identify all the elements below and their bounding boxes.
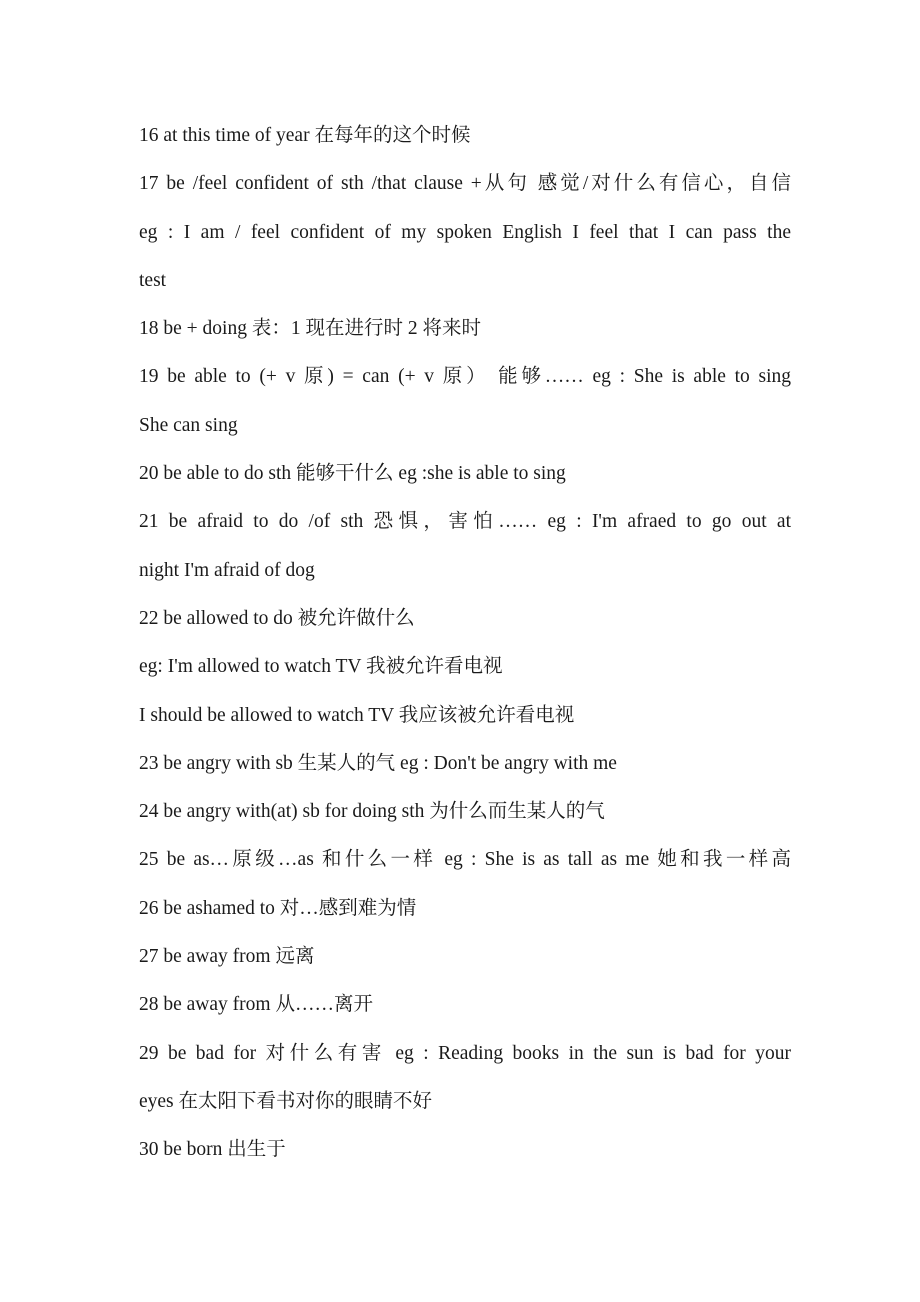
text-line-29-cont: eyes 在太阳下看书对你的眼睛不好 [139,1090,433,1112]
text-line-25: 25 be as…原级…as 和什么一样 eg : She is as tall as me 她和我一样高 [139,849,791,871]
text-line-23: 23 be angry with sb 生某人的气 eg : Don't be angry with me [139,752,617,774]
text-line-26: 26 be ashamed to 对…感到难为情 [139,897,417,919]
text-line-17-example: eg : I am / feel confident of my spoken English I feel that I can pass the [139,221,791,243]
text-line-17-example-cont: test [139,269,167,291]
text-line-18: 18 be + doing 表：1 现在进行时 2 将来时 [139,318,481,340]
text-line-24: 24 be angry with(at) sb for doing sth 为什么而生某人的气 [139,801,605,823]
text-line-19-cont: She can sing [139,414,238,436]
text-line-21-cont: night I'm afraid of dog [139,559,315,581]
text-line-17: 17 be /feel confident of sth /that clause +从句 感觉/对什么有信心，自信 [139,173,791,195]
text-line-28: 28 be away from 从……离开 [139,994,373,1016]
text-line-19: 19 be able to (+ v 原) = can (+ v 原） 能够…… eg : She is able to sing [139,366,791,388]
text-line-30: 30 be born 出生于 [139,1139,286,1161]
text-line-21: 21 be afraid to do /of sth 恐惧，害怕…… eg : I'm afraed to go out at [139,511,791,533]
text-line-22-example-1: eg: I'm allowed to watch TV 我被允许看电视 [139,656,503,678]
text-line-20: 20 be able to do sth 能够干什么 eg :she is able to sing [139,463,566,485]
text-line-27: 27 be away from 远离 [139,946,315,968]
text-line-22: 22 be allowed to do 被允许做什么 [139,607,415,629]
document-body [139,112,791,1175]
text-line-22-example-2: I should be allowed to watch TV 我应该被允许看电视 [139,704,575,726]
text-line-29: 29 be bad for 对什么有害 eg : Reading books in the sun is bad for your [139,1042,791,1064]
text-line-16: 16 at this time of year 在每年的这个时候 [139,125,471,146]
